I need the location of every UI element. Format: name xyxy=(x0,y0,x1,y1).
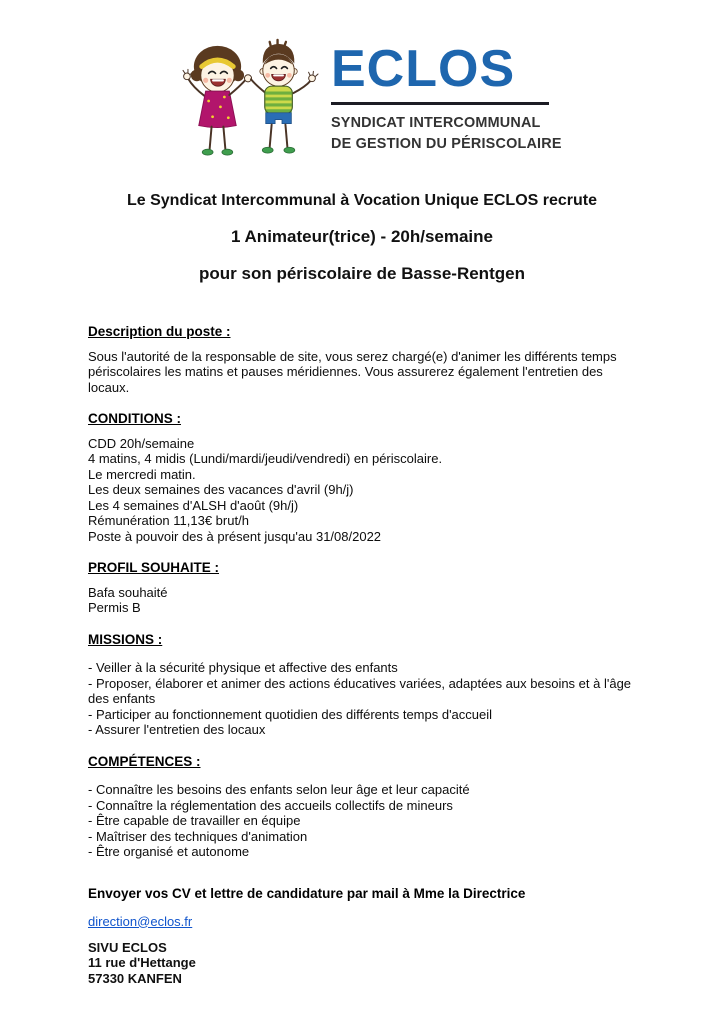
mission-item: - Assurer l'entretien des locaux xyxy=(88,722,266,737)
condition-line: Poste à pouvoir des à présent jusqu'au 31/08/2022 xyxy=(88,528,382,544)
profil-line: Permis B xyxy=(88,600,141,615)
section-profil xyxy=(88,560,640,616)
email-link[interactable]: direction@eclos.fr xyxy=(88,913,193,929)
title-recruiting-org: Le Syndicat Intercommunal à Vocation Unique ECLOS recrute xyxy=(126,192,598,209)
title-position: 1 Animateur(trice) - 20h/semaine xyxy=(230,227,493,246)
mission-item: - Participer au fonctionnement quotidien des différents temps d'accueil xyxy=(88,706,493,722)
competence-item: - Être organisé et autonome xyxy=(88,844,250,859)
section-title-conditions: CONDITIONS : xyxy=(88,411,181,426)
apply-instruction: Envoyer vos CV et lettre de candidature par mail à Mme la Directrice xyxy=(88,885,526,901)
section-title-profil: PROFIL SOUHAITE : xyxy=(88,560,220,575)
section-conditions xyxy=(88,411,640,544)
mission-item: - Proposer, élaborer et animer des actions éducatives variées, adaptées aux besoins et à l'âge des enfants xyxy=(88,675,632,706)
condition-line: Les 4 semaines d'ALSH d'août (9h/j) xyxy=(88,497,299,513)
section-title-competences: COMPÉTENCES : xyxy=(88,753,201,769)
profil-line: Bafa souhaité xyxy=(88,584,168,600)
logo-tagline-line1: SYNDICAT INTERCOMMUNAL xyxy=(331,113,541,131)
condition-line: 4 matins, 4 midis (Lundi/mardi/jeudi/vendredi) en périscolaire. xyxy=(88,451,443,466)
competence-item: - Être capable de travailler en équipe xyxy=(88,813,301,828)
condition-line: CDD 20h/semaine xyxy=(88,435,195,451)
mission-item: - Veiller à la sécurité physique et affective des enfants xyxy=(88,660,398,675)
address-city: 57330 KANFEN xyxy=(88,970,182,986)
address-org: SIVU ECLOS xyxy=(88,939,167,955)
description-paragraph: Sous l'autorité de la responsable de site, vous serez chargé(e) d'animer les différents temps périscolaires les matins et pauses méridiennes. Vous assurerez également l'entretien des locaux. xyxy=(88,348,617,395)
logo-text-block xyxy=(331,39,562,154)
competence-item: - Connaître la réglementation des accueils collectifs de mineurs xyxy=(88,797,453,813)
section-missions xyxy=(88,632,640,738)
condition-line: Les deux semaines des vacances d'avril (9h/j) xyxy=(88,482,354,497)
brand-name: ECLOS xyxy=(331,39,516,98)
condition-line: Le mercredi matin. xyxy=(88,466,196,482)
children-illustration-icon xyxy=(175,34,323,162)
competence-item: - Maîtriser des techniques d'animation xyxy=(88,828,308,844)
title-location: pour son périscolaire de Basse-Rentgen xyxy=(199,264,525,283)
title-block xyxy=(0,192,724,284)
postal-address xyxy=(88,940,640,987)
job-description-content xyxy=(88,324,640,860)
condition-line: Rémunération 11,13€ brut/h xyxy=(88,513,249,528)
address-street: 11 rue d'Hettange xyxy=(88,955,196,970)
logo-divider xyxy=(331,102,549,105)
section-title-description: Description du poste : xyxy=(88,324,231,339)
logo-tagline-line2: DE GESTION DU PÉRISCOLAIRE xyxy=(331,134,562,152)
competence-item: - Connaître les besoins des enfants selon leur âge et leur capacité xyxy=(88,782,470,797)
section-competences xyxy=(88,754,640,860)
section-title-missions: MISSIONS : xyxy=(88,631,163,647)
section-description xyxy=(88,324,640,395)
logo xyxy=(0,0,724,162)
contact-block xyxy=(88,886,640,987)
